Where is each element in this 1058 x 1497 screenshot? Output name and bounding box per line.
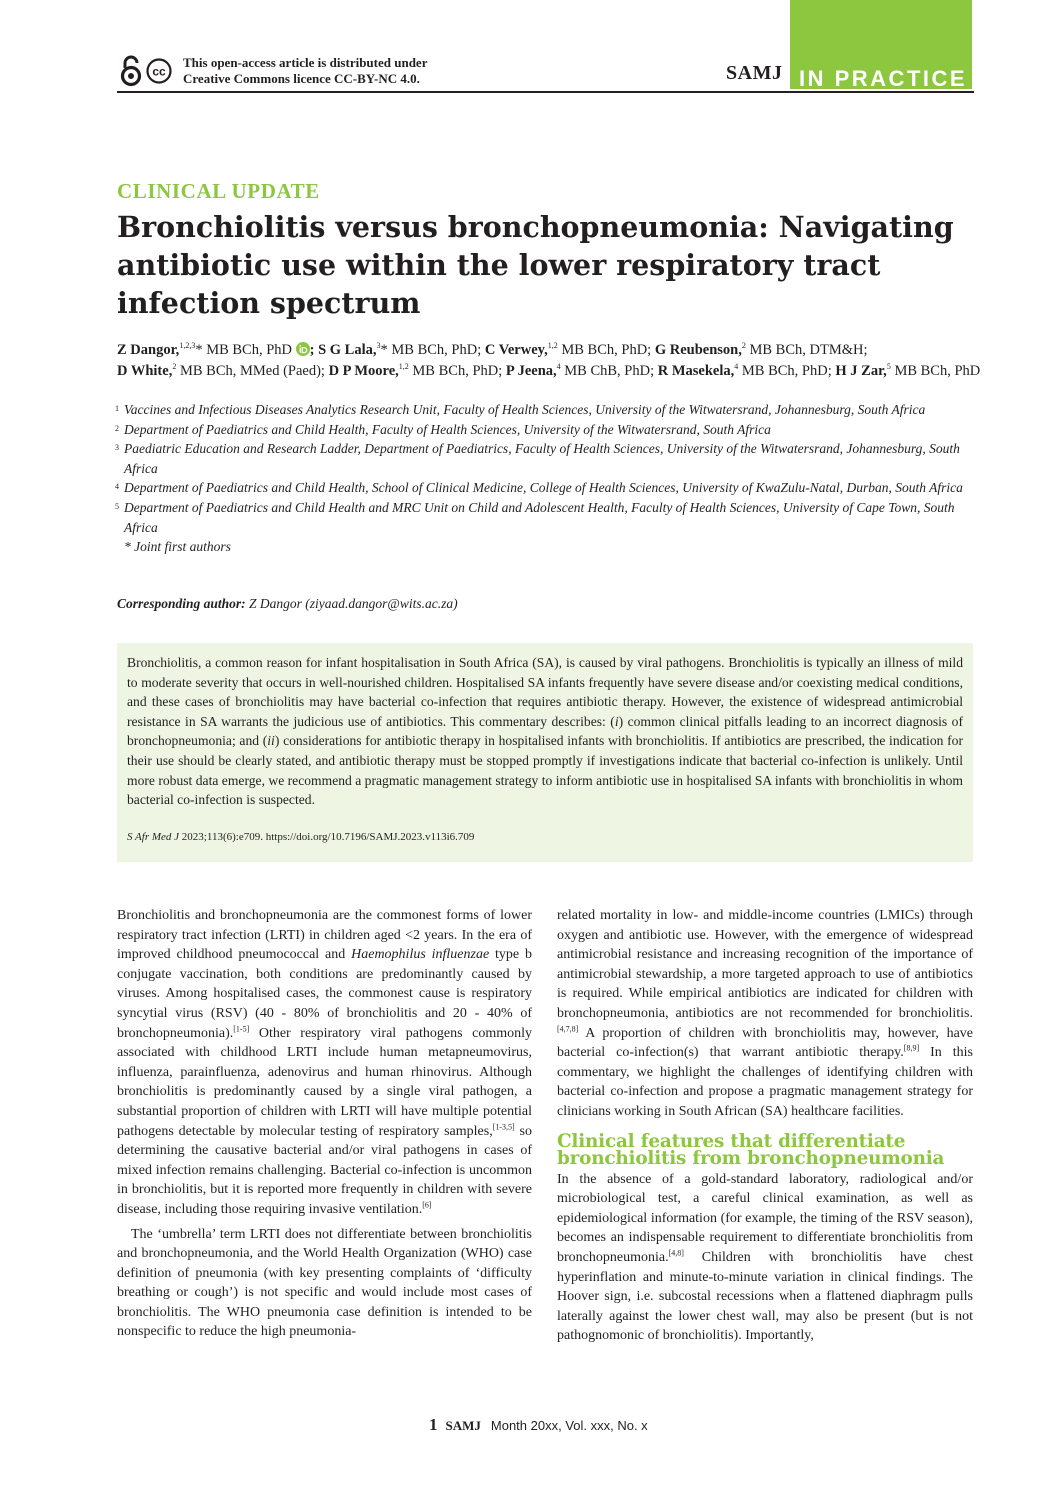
footer-journal: SAMJ xyxy=(445,1418,481,1433)
body-text: related mortality in low- and middle-income countries (LMICs) through oxygen and antibiotic use. However, with the emergence of widespread antimicrobial resistance and increasing recognition of the importance of antimicrobial stewardship, a more targeted approach to use of antibiotics is required. While empirical antibiotics are indicated for children with bronchopneumonia, antibiotics are not recommended for bronchiolitis. xyxy=(557,908,973,1021)
reference-citation[interactable]: [8,9] xyxy=(903,1043,920,1053)
body-paragraph xyxy=(117,906,532,1220)
author-line-2 xyxy=(117,361,987,382)
abstract-numeral: ii xyxy=(267,733,275,749)
reference-citation[interactable]: [1-3,5] xyxy=(492,1121,515,1131)
author-degrees: MB ChB, PhD; xyxy=(560,363,655,379)
species-name: Haemophilus influenzae xyxy=(351,947,490,963)
author-affiliation-ref: 5 xyxy=(886,362,891,372)
abstract-part: ) common clinical pitfalls leading to an incorrect diagnosis of bronchopneumonia; and ( xyxy=(127,713,964,749)
orcid-icon[interactable] xyxy=(296,342,310,356)
author-degrees: MB BCh, PhD; xyxy=(557,342,655,358)
affiliation-text: Department of Paediatrics and Child Health and MRC Unit on Child and Adolescent Health, Faculty of Health Sciences, University of Cape Town, South Africa xyxy=(124,499,955,535)
abstract-numeral: i xyxy=(614,713,619,729)
author-affiliation-ref: 4 xyxy=(556,362,561,372)
abstract-part: Bronchiolitis, a common reason for infant hospitalisation in South Africa (SA), is caused by viral pathogens. Bronchiolitis is typically an illness of mild to moderate severity that occurs in well-nourished children. Hospitalised SA infants frequently have severe disease and/or coexisting medical conditions, and these cases of bronchiolitis may have bacterial co-infection that requires antibiotic therapy. However, the existence of widespread antimicrobial resistance in SA warrants the judicious use of antibiotics. This commentary describes: ( xyxy=(127,655,963,729)
author-name: P Jeena, xyxy=(502,363,557,379)
affiliation-text: Department of Paediatrics and Child Health, Faculty of Health Sciences, University of the Witwatersrand, South Africa xyxy=(124,421,771,437)
author-degrees: MB BCh, PhD xyxy=(890,363,981,379)
abstract-part: ) considerations for antibiotic therapy in hospitalised infants with bronchiolitis. If antibiotics are prescribed, the indication for their use should be clearly stated, and antibiotic therapy must be stopped promptly if investigations indicate that bacterial co-infection is unlikely. Until more robust data emerge, we recommend a pragmatic management strategy to inform antibiotic use in hospitalised SA infants with bronchiolitis in whom bacterial co-infection is suspected. xyxy=(127,733,963,808)
section-tab xyxy=(790,0,972,89)
author-name: H J Zar, xyxy=(831,363,887,379)
author-degrees: MB BCh, MMed (Paed); xyxy=(176,363,325,379)
author-degrees: MB BCh, PhD; xyxy=(408,363,503,379)
abstract-box xyxy=(117,643,973,862)
author-degrees: MB BCh, PhD; xyxy=(738,363,832,379)
affiliation-number: 2 xyxy=(115,423,119,433)
author-degrees: * MB BCh, PhD; xyxy=(380,342,482,358)
affiliation-number: 1 xyxy=(115,404,119,413)
affiliation-number: 5 xyxy=(115,501,119,511)
reference-citation[interactable]: [6] xyxy=(422,1200,432,1210)
body-text: A proportion of children with bronchiolitis may, however, have bacterial co-infection(s) that warrant antibiotic therapy. xyxy=(557,1025,973,1061)
citation-journal: S Afr Med J xyxy=(127,831,180,843)
reference-citation[interactable]: [4,8] xyxy=(668,1248,684,1258)
body-text: Bronchiolitis and bronchopneumonia are the commonest forms of lower respiratory tract infection (LRTI) in children aged <2 years. In the era of improved childhood pneumococcal and xyxy=(117,908,532,963)
author-affiliation-ref: 4 xyxy=(734,362,739,372)
body-text: so determining the causative bacterial and/or viral pathogens in cases of mixed infection remains challenging. Bacterial co-infection is uncommon in bronchiolitis, but it is reported more frequently in children with severe disease, including those requiring invasive ventilation. xyxy=(117,1123,533,1217)
body-text: Other respiratory viral pathogens commonly associated with childhood LRTI include human metapneumovirus, influenza, parainfluenza, adenovirus and human rhinovirus. Although bronchiolitis is predominantly caused by a single viral pathogen, a substantial proportion of children with LRTI will have multiple potential pathogens detectable by molecular testing of respiratory samples, xyxy=(117,1025,532,1139)
license-notice xyxy=(183,55,427,87)
page-number: 1 xyxy=(429,1415,438,1434)
body-text: type b conjugate vaccination, both conditions are predominantly caused by viruses. Among hospitalised cases, the commonest cause is respiratory syncytial virus (RSV) (40 - 80% of bronchiolitis and 20 - 40% of bronchopneumonia). xyxy=(117,947,532,1041)
journal-logo: SAMJ xyxy=(726,62,783,84)
affiliation-item xyxy=(117,478,977,498)
corresponding-text: Z Dangor (ziyaad.dangor@wits.ac.za) xyxy=(245,596,458,611)
author-name: C Verwey, xyxy=(481,342,548,358)
open-access-icon xyxy=(118,55,144,87)
author-affiliation-ref: 2 xyxy=(741,341,746,351)
corresponding-author xyxy=(117,596,458,612)
footer-issue: Month 20xx, Vol. xxx, No. x xyxy=(490,1418,648,1433)
citation-doi[interactable]: 2023;113(6):e709. https://doi.org/10.7196/SAMJ.2023.v113i6.709 xyxy=(179,831,475,843)
article-title: Bronchiolitis versus bronchopneumonia: Navigating antibiotic use within the lower respiratory tract infection spectrum xyxy=(117,210,954,320)
section-tab-label: IN PRACTICE xyxy=(799,66,968,89)
corresponding-label: Corresponding author: xyxy=(117,596,246,611)
affiliation-item xyxy=(117,439,977,478)
reference-citation[interactable]: [4,7,8] xyxy=(557,1023,579,1033)
creative-commons-icon xyxy=(146,58,172,84)
author-line-1 xyxy=(117,340,987,361)
author-name: D P Moore, xyxy=(324,363,399,379)
header-rule xyxy=(117,91,974,93)
reference-citation[interactable]: [1-5] xyxy=(233,1023,250,1033)
affiliation-number: 3 xyxy=(115,443,119,453)
joint-first-note: * Joint first authors xyxy=(124,539,231,555)
cc-icon-label: cc xyxy=(152,64,166,79)
affiliation-text: Paediatric Education and Research Ladder, Department of Paediatrics, Faculty of Health Sciences, University of the Witwatersrand, Johannesburg, South Africa xyxy=(124,441,960,476)
author-name: ; S G Lala, xyxy=(309,342,377,358)
affiliation-number: 4 xyxy=(115,482,119,492)
body-text: In this commentary, we highlight the challenges of identifying children with bacterial co-infection and propose a pragmatic management strategy for clinicians working in South African (SA) healthcare facilities. xyxy=(557,1045,973,1119)
body-column-right xyxy=(557,906,973,1346)
section-heading: Clinical features that differentiate bronchiolitis from bronchopneumonia xyxy=(557,1130,945,1169)
article-type-label: CLINICAL UPDATE xyxy=(117,179,320,203)
author-degrees: MB BCh, DTM&H; xyxy=(745,342,868,358)
author-affiliation-ref: 2 xyxy=(172,362,177,372)
author-affiliation-ref: 1,2,3 xyxy=(179,341,196,351)
author-name: G Reubenson, xyxy=(654,342,742,358)
author-affiliation-ref: 3 xyxy=(376,341,381,351)
author-name: D White, xyxy=(117,363,173,379)
body-paragraph xyxy=(557,1170,973,1346)
page-footer xyxy=(429,1415,648,1435)
author-name: R Masekela, xyxy=(654,363,735,379)
author-name: Z Dangor, xyxy=(117,342,180,358)
author-list xyxy=(117,340,987,382)
body-paragraph xyxy=(557,906,973,1122)
author-affiliation-ref: 1,2 xyxy=(398,362,409,372)
author-degrees: * MB BCh, PhD xyxy=(195,342,293,358)
license-line-2: Creative Commons licence CC-BY-NC 4.0. xyxy=(183,71,420,86)
affiliation-text: Department of Paediatrics and Child Health, School of Clinical Medicine, College of Health Sciences, University of KwaZulu-Natal, Durban, South Africa xyxy=(124,480,963,496)
author-affiliation-ref: 1,2 xyxy=(547,341,558,351)
affiliation-item xyxy=(117,498,977,537)
affiliation-text: Vaccines and Infectious Diseases Analytics Research Unit, Faculty of Health Sciences, University of the Witwatersrand, Johannesburg, South Africa xyxy=(124,402,926,417)
abstract-text xyxy=(127,653,963,810)
body-text: Children with bronchiolitis have chest hyperinflation and minute-to-minute variation in clinical findings. The Hoover sign, i.e. subcostal recessions when a flattened diaphragm pulls laterally against the lower chest wall, may also be present (but is not pathognomonic of bronchiolitis). Importantly, xyxy=(557,1249,973,1344)
body-column-left xyxy=(117,906,532,1342)
affiliations xyxy=(117,400,977,557)
affiliation-item xyxy=(117,400,977,420)
body-paragraph: The ‘umbrella’ term LRTI does not differentiate between bronchiolitis and bronchopneumonia, and the World Health Organization (WHO) case definition of pneumonia (with key presenting complaints of ‘difficulty breathing or cough’) is not specific and would include most cases of bronchiolitis. The WHO pneumonia case definition is intended to be nonspecific to reduce the high pneumonia- xyxy=(117,1226,532,1340)
license-line-1: This open-access article is distributed under xyxy=(183,55,428,70)
affiliation-item xyxy=(117,420,977,440)
citation xyxy=(127,831,474,843)
body-text: In the absence of a gold-standard laboratory, radiological and/or microbiological test, a careful clinical examination, as well as epidemiological information (for example, the timing of the RSV season), becomes an indispensable requirement to differentiate bronchiolitis from bronchopneumonia. xyxy=(557,1171,973,1265)
